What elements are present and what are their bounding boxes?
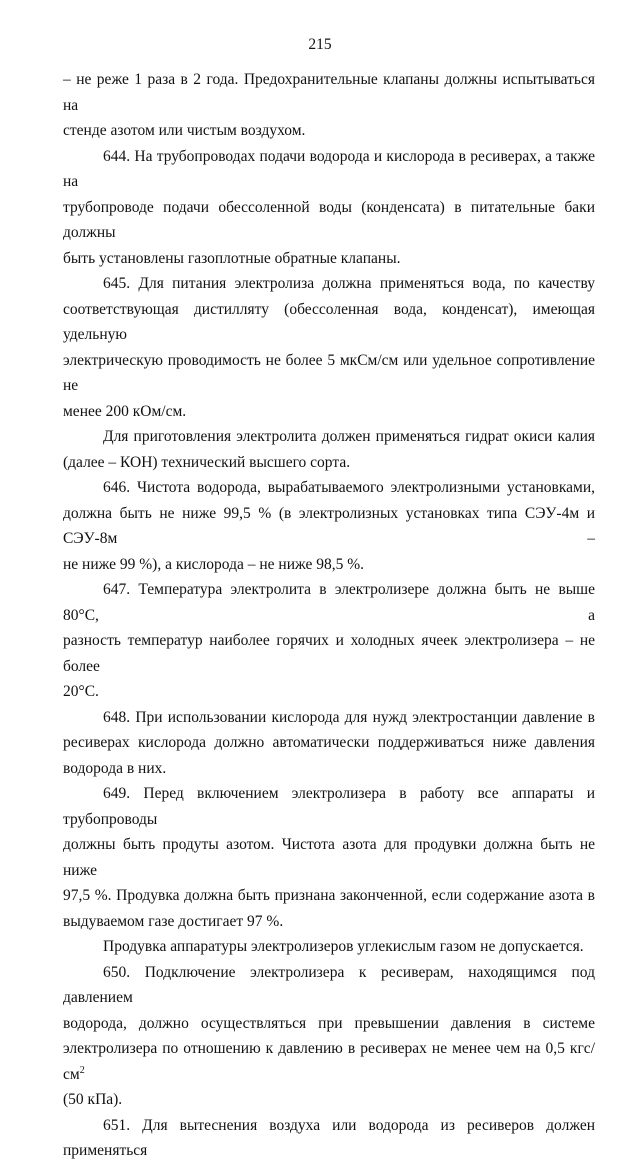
text-line: 97,5 %. Продувка должна быть признана законченной, если содержание азота в — [63, 887, 595, 904]
text-line: трубопроводе подачи обессоленной воды (конденсата) в питательные баки должны — [63, 198, 595, 241]
text-line: (далее – КОН) технический высшего сорта. — [63, 453, 351, 471]
text-line: 651. Для вытеснения воздуха или водорода из ресиверов должен применяться — [63, 1116, 595, 1159]
text-line: 649. Перед включением электролизера в работу все аппараты и трубопроводы — [63, 785, 595, 828]
text-line: Для приготовления электролита должен применяться гидрат окиси калия — [103, 428, 595, 445]
text-line: – не реже 1 раза в 2 года. Предохранительные клапаны должны испытываться на — [63, 71, 595, 114]
paragraph-646 — [63, 475, 595, 577]
text-line: стенде азотом или чистым воздухом. — [63, 122, 306, 139]
text-line: водорода в них. — [63, 759, 167, 777]
text-line: выдуваемом газе достигает 97 %. — [63, 912, 284, 930]
text-line: соответствующая дистилляту (обессоленная вода, конденсат), имеющая удельную — [63, 300, 595, 343]
paragraph-649-co2 — [63, 934, 595, 960]
paragraph-648 — [63, 705, 595, 782]
superscript-exponent: 2 — [79, 1064, 85, 1076]
text-line: менее 200 кОм/см. — [63, 402, 187, 420]
paragraph-649 — [63, 781, 595, 934]
text-line: Продувка аппаратуры электролизеров углекислым газом не допускается. — [103, 938, 584, 955]
text-line: 648. При использовании кислорода для нужд электростанции давление в — [103, 708, 595, 726]
document-body — [63, 67, 595, 1164]
text-line: 650. Подключение электролизера к ресиверам, находящимся под давлением — [63, 963, 595, 1006]
text-line: 644. На трубопроводах подачи водорода и кислорода в ресиверах, а также на — [63, 147, 595, 190]
paragraph-647 — [63, 577, 595, 705]
text-line: не ниже 99 %), а кислорода – не ниже 98,5 %. — [63, 555, 365, 573]
text-line: электролизера по отношению к давлению в ресиверах не менее чем на 0,5 кгс/см — [63, 1040, 595, 1083]
paragraph-651 — [63, 1113, 595, 1164]
text-line: 20°С. — [63, 683, 99, 700]
text-line: 647. Температура электролита в электролизере должна быть не выше 80°С, а — [63, 581, 595, 624]
text-line: водорода, должно осуществляться при превышении давления в системе — [63, 1014, 595, 1032]
paragraph-644 — [63, 144, 595, 272]
text-line: электрическую проводимость не более 5 мкСм/см или удельное сопротивление не — [63, 351, 595, 394]
text-line-with-superscript — [63, 1036, 595, 1087]
text-line: ресиверах кислорода должно автоматически поддерживаться ниже давления — [63, 734, 595, 751]
text-line: должна быть не ниже 99,5 % (в электролизных установках типа СЭУ-4м и СЭУ-8м – — [63, 504, 595, 547]
paragraph-continuation — [63, 67, 595, 144]
text-line: 645. Для питания электролиза должна применяться вода, по качеству — [103, 275, 595, 292]
text-line: (50 кПа). — [63, 1091, 123, 1108]
paragraph-645 — [63, 271, 595, 424]
text-line: быть установлены газоплотные обратные клапаны. — [63, 249, 401, 267]
text-line: должны быть продуты азотом. Чистота азота для продувки должна быть не ниже — [63, 836, 595, 879]
paragraph-650 — [63, 960, 595, 1113]
text-line: 646. Чистота водорода, вырабатываемого электролизными установками, — [103, 479, 595, 496]
paragraph-645-electrolyte — [63, 424, 595, 475]
page-number: 215 — [308, 36, 332, 53]
text-line: разность температур наиболее горячих и холодных ячеек электролизера – не более — [63, 632, 595, 675]
